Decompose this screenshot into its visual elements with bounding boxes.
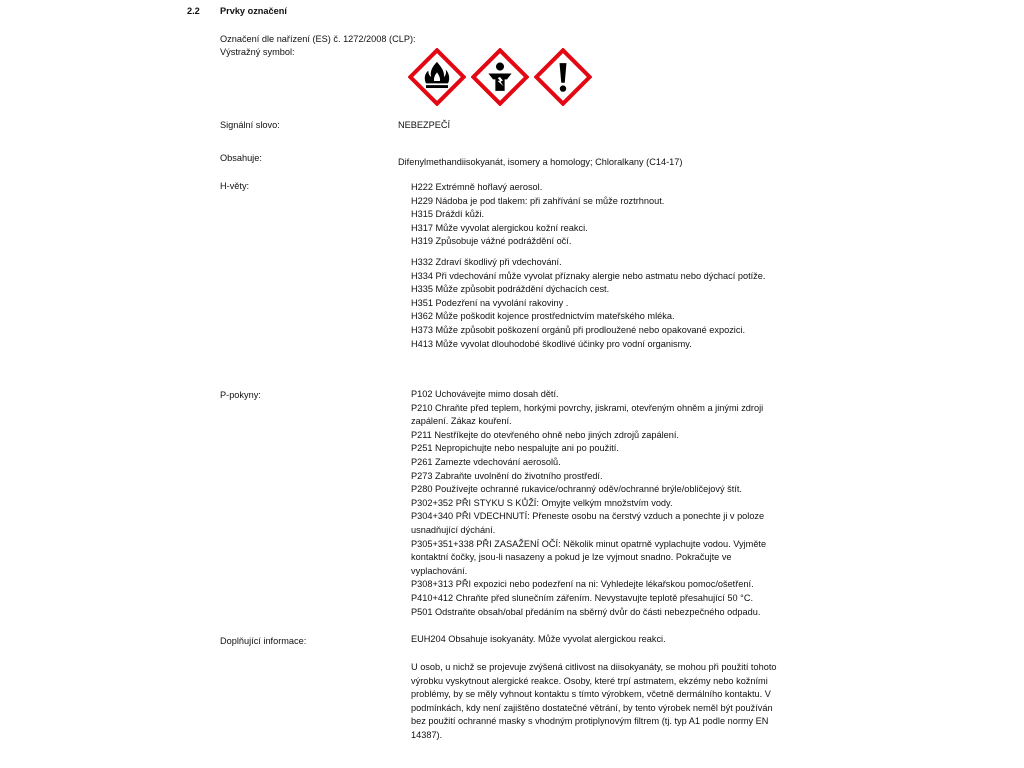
- paragraph-line: problémy, by se měly vyhnout kontaktu s tímto výrobkem, včetně dermálního kontaktu. V: [411, 689, 771, 700]
- h-statement: H332 Zdraví škodlivý při vdechování.: [411, 257, 562, 267]
- h-statement: H413 Může vyvolat dlouhodobé škodlivé účinky pro vodní organismy.: [411, 338, 692, 349]
- paragraph-line: podmínkách, kdy není zajištěno dostatečné větrání, by tento výrobek neměl být používán: [411, 702, 773, 713]
- p-statement: P210 Chraňte před teplem, horkými povrchy, jiskrami, otevřeným ohněm a jinými zdroji: [411, 402, 764, 413]
- p-statement: P305+351+338 PŘI ZASAŽENÍ OČÍ: Několik minut opatrně vyplachujte vodou. Vyjměte: [411, 538, 767, 549]
- p-statement: zapálení. Zákaz kouření.: [411, 416, 512, 427]
- h-statement: H319 Způsobuje vážné podráždění očí.: [411, 236, 572, 247]
- p-statement: P211 Nestříkejte do otevřeného ohně nebo jiných zdrojů zapálení.: [411, 429, 679, 440]
- exclamation-pictogram-icon: [534, 48, 592, 106]
- h-statements-group-2: [411, 256, 765, 351]
- paragraph-line: bez použití ochranné masky s vhodným protiplynovým filtrem (tj. typ A1 podle normy EN: [411, 716, 769, 727]
- signal-word-value: NEBEZPEČÍ: [398, 120, 451, 130]
- paragraph-line: 14387).: [411, 729, 443, 740]
- p-statement: P280 Používejte ochranné rukavice/ochranný oděv/ochranné brýle/obličejový štít.: [411, 484, 742, 495]
- p-statement: P501 Odstraňte obsah/obal předáním na sběrný dvůr do části nebezpečného odpadu.: [411, 606, 761, 617]
- section-number: 2.2: [187, 6, 200, 16]
- warning-symbol-label: Výstražný symbol:: [220, 47, 295, 57]
- h-statement: H351 Podezření na vyvolání rakoviny .: [411, 297, 569, 308]
- p-statements-label: P-pokyny:: [220, 390, 261, 400]
- p-statement: P273 Zabraňte uvolnění do životního prostředí.: [411, 470, 603, 481]
- health-hazard-pictogram-icon: [471, 48, 529, 106]
- p-statement: P261 Zamezte vdechování aerosolů.: [411, 456, 561, 467]
- hazard-pictograms: [408, 48, 592, 106]
- contains-label: Obsahuje:: [220, 153, 262, 163]
- p-statement: usnadňující dýchání.: [411, 524, 496, 535]
- h-statement: H335 Může způsobit podráždění dýchacích cest.: [411, 284, 610, 295]
- h-statement: H334 Při vdechování může vyvolat příznaky alergie nebo astmatu nebo dýchací potíže.: [411, 270, 766, 281]
- signal-word-label: Signální slovo:: [220, 120, 280, 130]
- h-statement: H315 Dráždí kůži.: [411, 209, 485, 220]
- p-statement: vyplachování.: [411, 565, 468, 576]
- p-statement: P251 Nepropichujte nebo nespalujte ani po použití.: [411, 443, 619, 454]
- h-statement: H373 Může způsobit poškození orgánů při prodloužené nebo opakované expozici.: [411, 324, 746, 335]
- p-statement: P304+340 PŘI VDECHNUTÍ: Přeneste osobu na čerstvý vzduch a ponechte ji v poloze: [411, 511, 765, 522]
- h-statement: H362 Může poškodit kojence prostřednictvím mateřského mléka.: [411, 311, 675, 322]
- p-statement: P302+352 PŘI STYKU S KŮŽÍ: Omyjte velkým množstvím vody.: [411, 497, 673, 508]
- section-title: Prvky označení: [220, 6, 287, 16]
- supplemental-paragraph: [411, 661, 776, 743]
- h-statements-label: H-věty:: [220, 181, 250, 191]
- paragraph-line: U osob, u nichž se projevuje zvýšená citlivost na diisokyanáty, se mohou při použití tohoto: [411, 662, 777, 672]
- paragraph-line: výrobku vyskytnout alergické reakce. Osoby, které trpí astmatem, ekzémy nebo kožními: [411, 675, 768, 686]
- p-statement: P102 Uchovávejte mimo dosah dětí.: [411, 389, 559, 399]
- supplemental-info-label: Doplňující informace:: [220, 636, 307, 646]
- euh-statement: EUH204 Obsahuje isokyanáty. Může vyvolat alergickou reakci.: [411, 634, 666, 644]
- clp-classification-label: Označení dle nařízení (ES) č. 1272/2008 (CLP):: [220, 34, 416, 44]
- h-statements-group-1: [411, 181, 664, 249]
- p-statement: P410+412 Chraňte před slunečním zářením. Nevystavujte teplotě přesahující 50 °C.: [411, 592, 754, 603]
- h-statement: H317 Může vyvolat alergickou kožní reakci.: [411, 222, 588, 233]
- flame-pictogram-icon: [408, 48, 466, 106]
- p-statement: kontaktní čočky, jsou-li nasazeny a pokud je lze vyjmout snadno. Pokračujte ve: [411, 552, 732, 563]
- h-statement: H222 Extrémně hořlavý aerosol.: [411, 182, 543, 192]
- p-statement: P308+313 PŘI expozici nebo podezření na ni: Vyhledejte lékařskou pomoc/ošetření.: [411, 579, 754, 590]
- contains-value: Difenylmethandiisokyanát, isomery a homology; Chloralkany (C14-17): [398, 157, 683, 167]
- h-statement: H229 Nádoba je pod tlakem: při zahřívání se může roztrhnout.: [411, 195, 665, 206]
- p-statements-list: [411, 388, 766, 619]
